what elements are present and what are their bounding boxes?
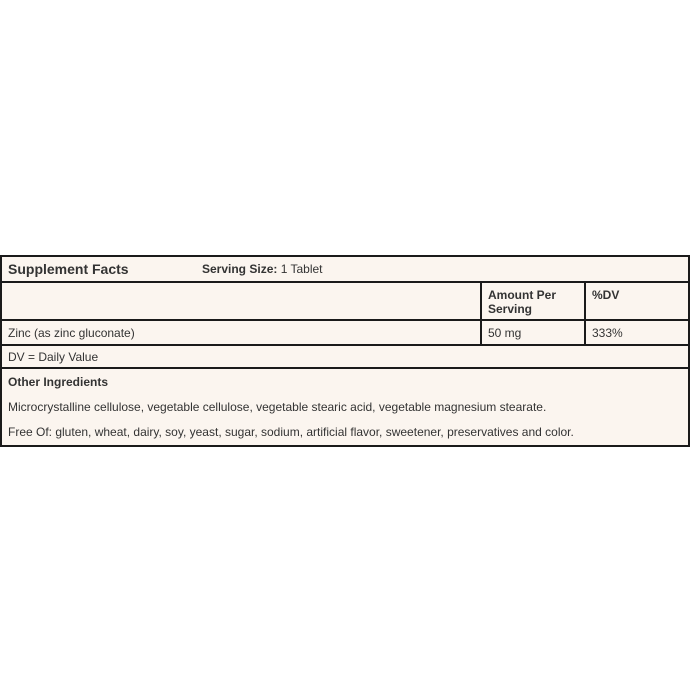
ingredient-name: Zinc (as zinc gluconate) — [2, 321, 482, 344]
column-header-ingredient — [2, 283, 482, 319]
free-of-statement: Free Of: gluten, wheat, dairy, soy, yeast, sugar, sodium, artificial flavor, sweetener, preservatives and color. — [8, 425, 574, 439]
supplement-facts-panel — [0, 255, 690, 447]
other-ingredients-section — [2, 369, 688, 445]
dv-footnote: DV = Daily Value — [2, 346, 688, 369]
column-header-dv: %DV — [592, 288, 620, 302]
column-header-row — [2, 283, 688, 321]
other-ingredients-heading: Other Ingredients — [8, 375, 109, 389]
table-row — [2, 321, 688, 346]
panel-title: Supplement Facts — [8, 261, 129, 277]
other-ingredients-list: Microcrystalline cellulose, vegetable cellulose, vegetable stearic acid, vegetable magnesium stearate. — [8, 400, 547, 414]
serving-size — [202, 262, 323, 276]
ingredient-dv: 333% — [592, 326, 623, 340]
facts-header — [2, 257, 688, 283]
serving-size-label: Serving Size: — [202, 262, 278, 276]
ingredient-amount: 50 mg — [482, 321, 586, 344]
serving-size-value: 1 Tablet — [277, 262, 323, 276]
column-header-amount: Amount Per Serving — [482, 283, 586, 319]
